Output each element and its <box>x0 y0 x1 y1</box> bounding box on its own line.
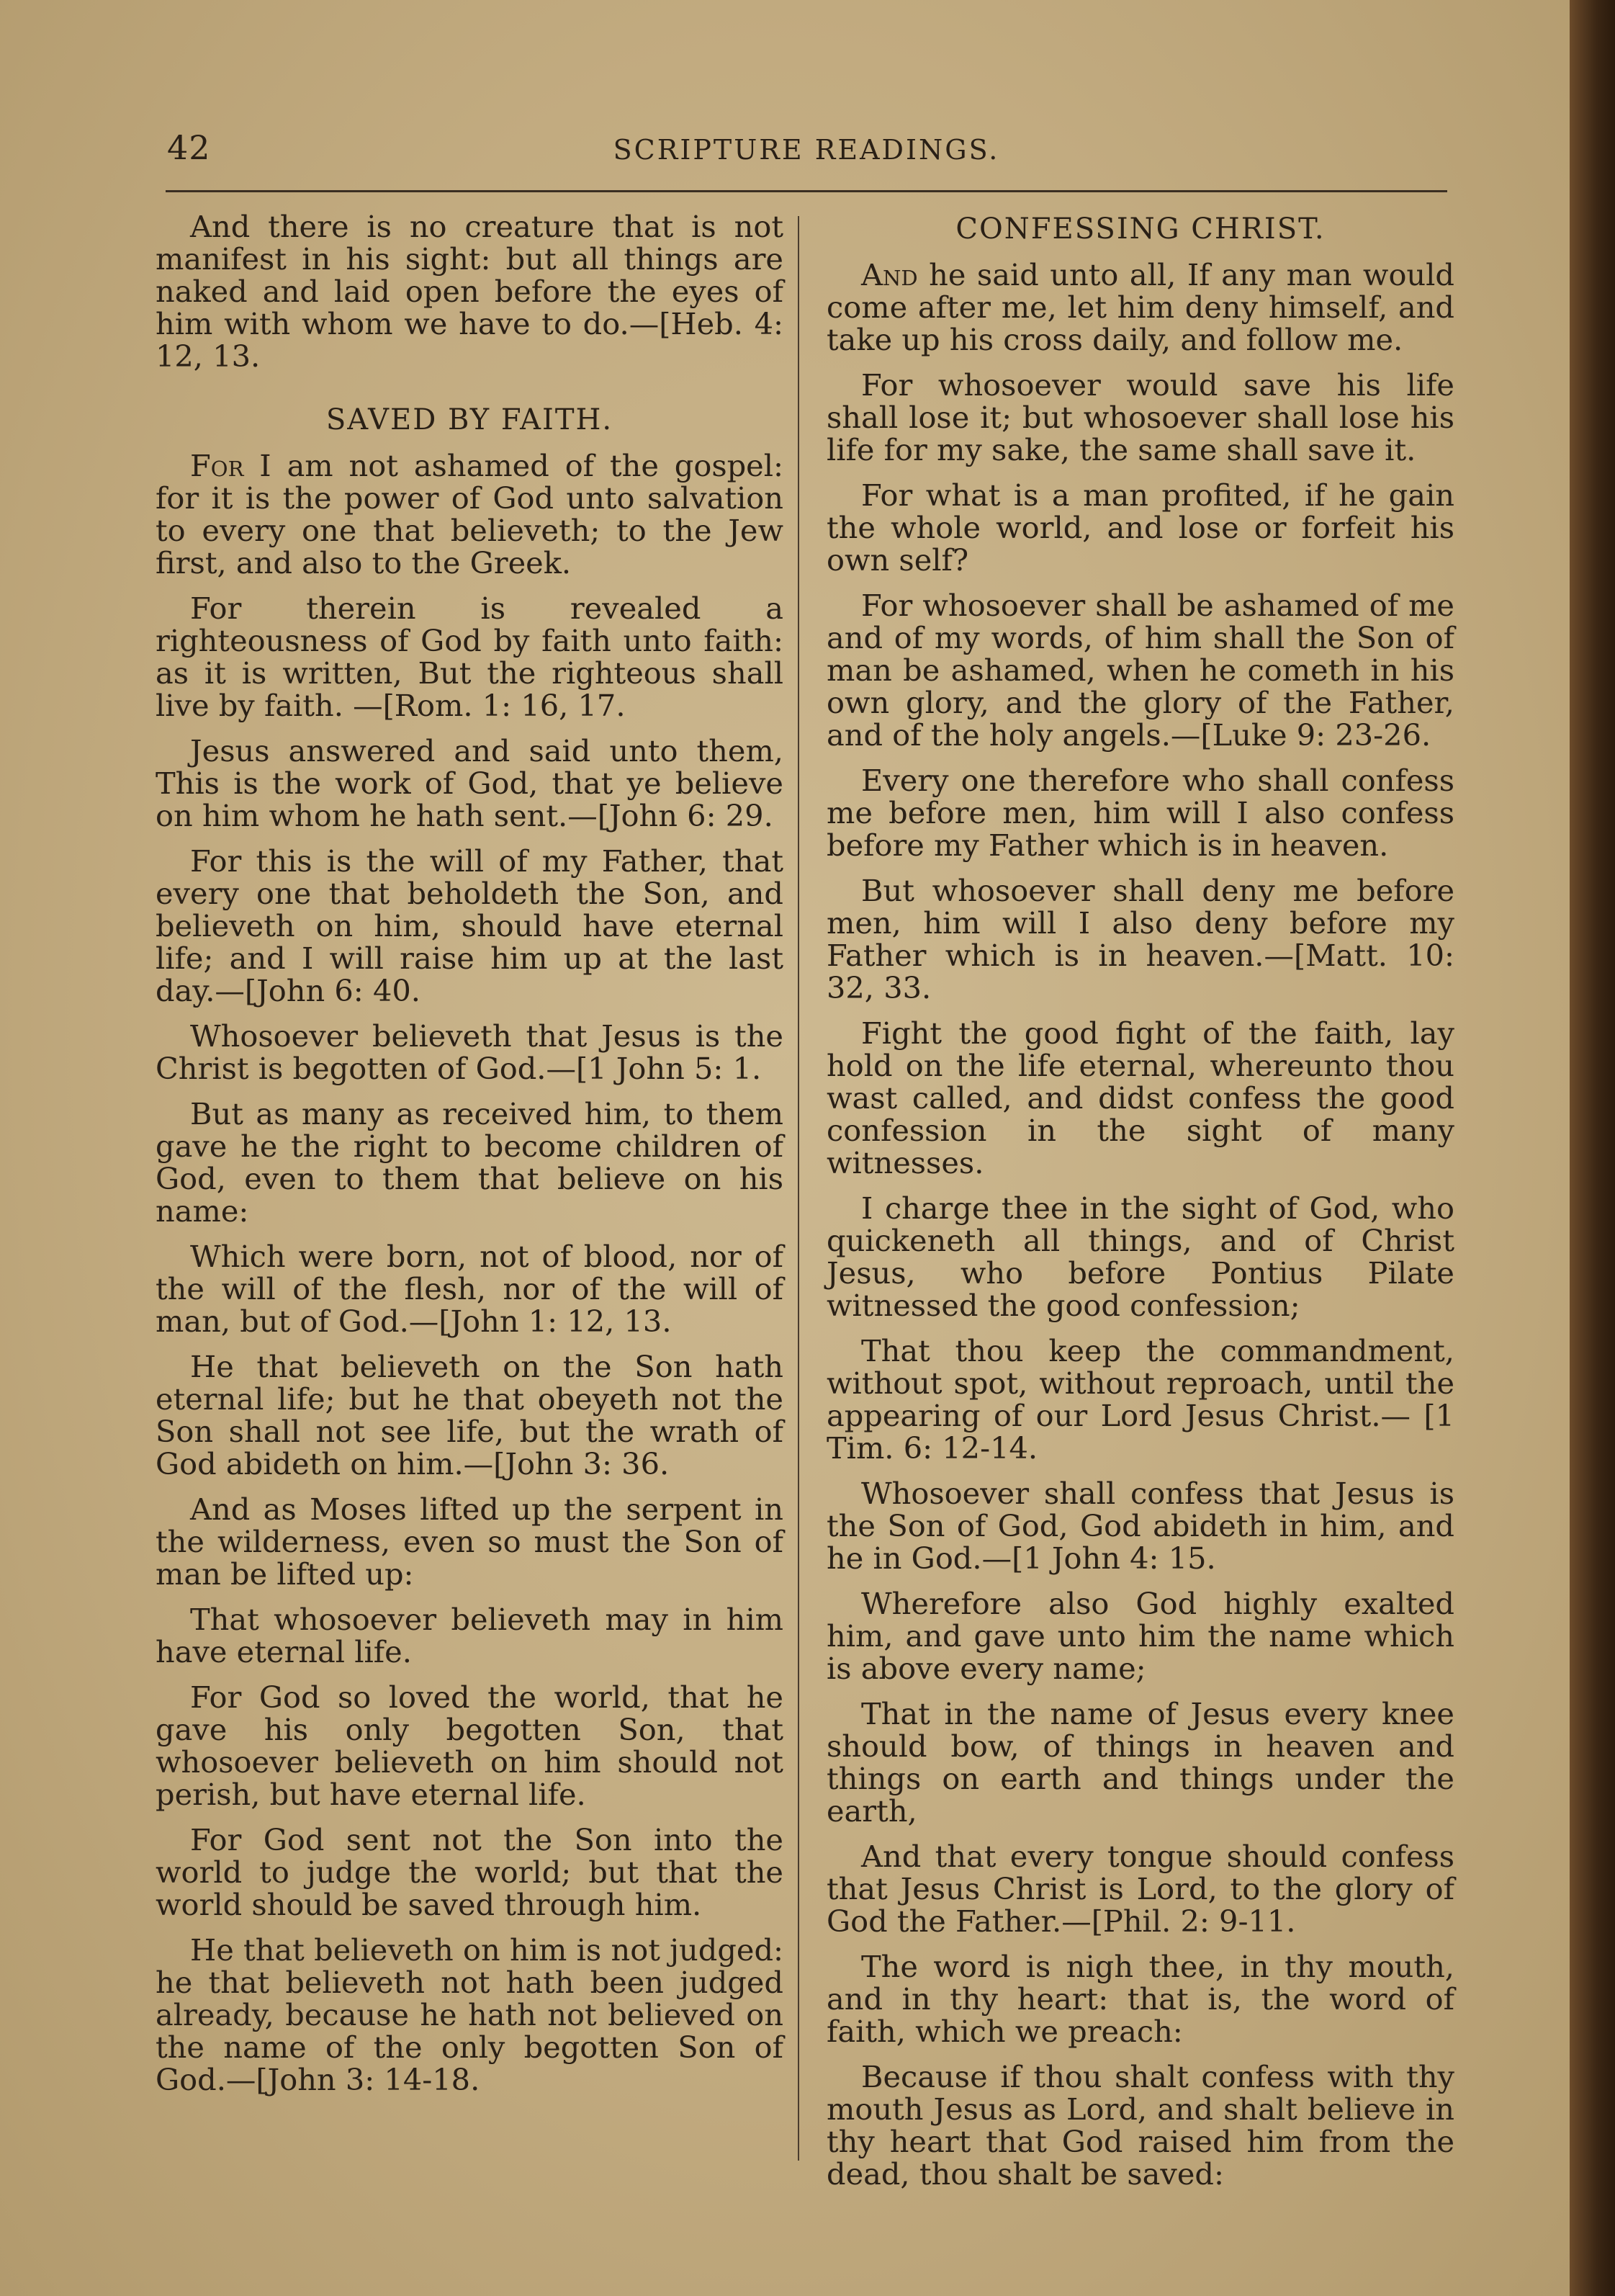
paragraph: That whosoever believeth may in him have eternal life. <box>156 1602 783 1669</box>
paragraph: For this is the will of my Father, that every one that beholdeth the Son, and believeth on him, should have eternal life; and I will raise him up at the last day.—[John 6: 40. <box>156 843 783 1008</box>
right-column <box>827 210 1454 2203</box>
paragraph-text: he said unto all, If any man would come after me, let him deny himself, and take up his cross daily, and follow me. <box>827 257 1454 357</box>
paragraph: For God sent not the Son into the world to judge the world; but that the world should be saved through him. <box>156 1822 783 1922</box>
page-number: 42 <box>167 128 211 167</box>
paragraph: He that believeth on the Son hath eternal life; but he that obeyeth not the Son shall not see life, but the wrath of God abideth on him.—[John 3: 36. <box>156 1349 783 1481</box>
paragraph: And as Moses lifted up the serpent in the wilderness, even so must the Son of man be lifted up: <box>156 1492 783 1592</box>
paragraph: But whosoever shall deny me before men, him will I also deny before my Father which is in heaven.—[Matt. 10: 32, 33. <box>827 873 1454 1005</box>
paragraph <box>156 449 783 579</box>
paragraph: Wherefore also God highly exalted him, and gave unto him the name which is above every name; <box>827 1586 1454 1686</box>
lead-word: For <box>190 448 244 483</box>
section-heading-saved-by-faith: SAVED BY FAITH. <box>325 403 613 436</box>
paragraph: He that believeth on him is not judged: he that believeth not hath been judged already, because he hath not believed on the name of the only begotten Son of God.—[John 3: 14-18. <box>156 1932 783 2097</box>
paragraph: Fight the good fight of the faith, lay hold on the life eternal, whereunto thou wast called, and didst confess the good confession in the sight of many witnesses. <box>827 1015 1454 1180</box>
paragraph: For therein is revealed a righteousness of God by faith unto faith: as it is written, But the righteous shall live by faith. —[Rom. 1: 16, 17. <box>156 591 783 723</box>
paragraph: And that every tongue should confess that Jesus Christ is Lord, to the glory of God the Father.—[Phil. 2: 9-11. <box>827 1839 1454 1939</box>
paragraph: But as many as received him, to them gave he the right to become children of God, even to them that believe on his name: <box>156 1096 783 1229</box>
paragraph: For whosoever shall be ashamed of me and of my words, of him shall the Son of man be ashamed, when he cometh in his own glory, and the glory of the Father, and of the holy angels.—[Luke 9: 23-26. <box>827 588 1454 753</box>
paragraph: For what is a man profited, if he gain the whole world, and lose or forfeit his own self? <box>827 477 1454 578</box>
paragraph-text: I am not ashamed of the gospel: for it is the power of God unto salvation to every one that believeth; to the Jew first, and also to the Greek. <box>156 448 783 580</box>
section-heading-confessing-christ: CONFESSING CHRIST. <box>955 212 1326 246</box>
book-gutter <box>1570 0 1615 2296</box>
paragraph: For God so loved the world, that he gave his only begotten Son, that whosoever believeth on him should not perish, but have eternal life. <box>156 1680 783 1812</box>
paragraph: Whosoever believeth that Jesus is the Christ is begotten of God.—[1 John 5: 1. <box>156 1018 783 1086</box>
paragraph: And there is no creature that is not manifest in his sight: but all things are naked and laid open before the eyes of him with whom we have to do.—[Heb. 4: 12, 13. <box>156 209 783 374</box>
running-head: SCRIPTURE READINGS. <box>613 134 1000 166</box>
paragraph: Which were born, not of blood, nor of the will of the flesh, nor of the will of man, but of God.—[John 1: 12, 13. <box>156 1239 783 1339</box>
paragraph: That in the name of Jesus every knee should bow, of things in heaven and things on earth and things under the earth, <box>827 1696 1454 1829</box>
paragraph: Every one therefore who shall confess me before men, him will I also confess before my Father which is in heaven. <box>827 763 1454 863</box>
paragraph: Jesus answered and said unto them, This is the work of God, that ye believe on him whom he hath sent.—[John 6: 29. <box>156 733 783 833</box>
paragraph: I charge thee in the sight of God, who quickeneth all things, and of Christ Jesus, who before Pontius Pilate witnessed the good confession; <box>827 1190 1454 1323</box>
paragraph <box>827 259 1454 356</box>
left-column <box>156 210 783 2109</box>
page-header <box>158 128 1454 186</box>
header-rule <box>166 190 1447 192</box>
paragraph: That thou keep the commandment, without spot, without reproach, until the appearing of our Lord Jesus Christ.— [1 Tim. 6: 12-14. <box>827 1333 1454 1466</box>
column-divider <box>798 216 799 2161</box>
lead-word: And <box>861 257 918 292</box>
paragraph: Whosoever shall confess that Jesus is the Son of God, God abideth in him, and he in God.—[1 John 4: 15. <box>827 1476 1454 1576</box>
paragraph: Because if thou shalt confess with thy mouth Jesus as Lord, and shalt believe in thy heart that God raised him from the dead, thou shalt be saved: <box>827 2059 1454 2192</box>
paragraph: The word is nigh thee, in thy mouth, and in thy heart: that is, the word of faith, which we preach: <box>827 1949 1454 2049</box>
paragraph: For whosoever would save his life shall lose it; but whosoever shall lose his life for my sake, the same shall save it. <box>827 367 1454 467</box>
